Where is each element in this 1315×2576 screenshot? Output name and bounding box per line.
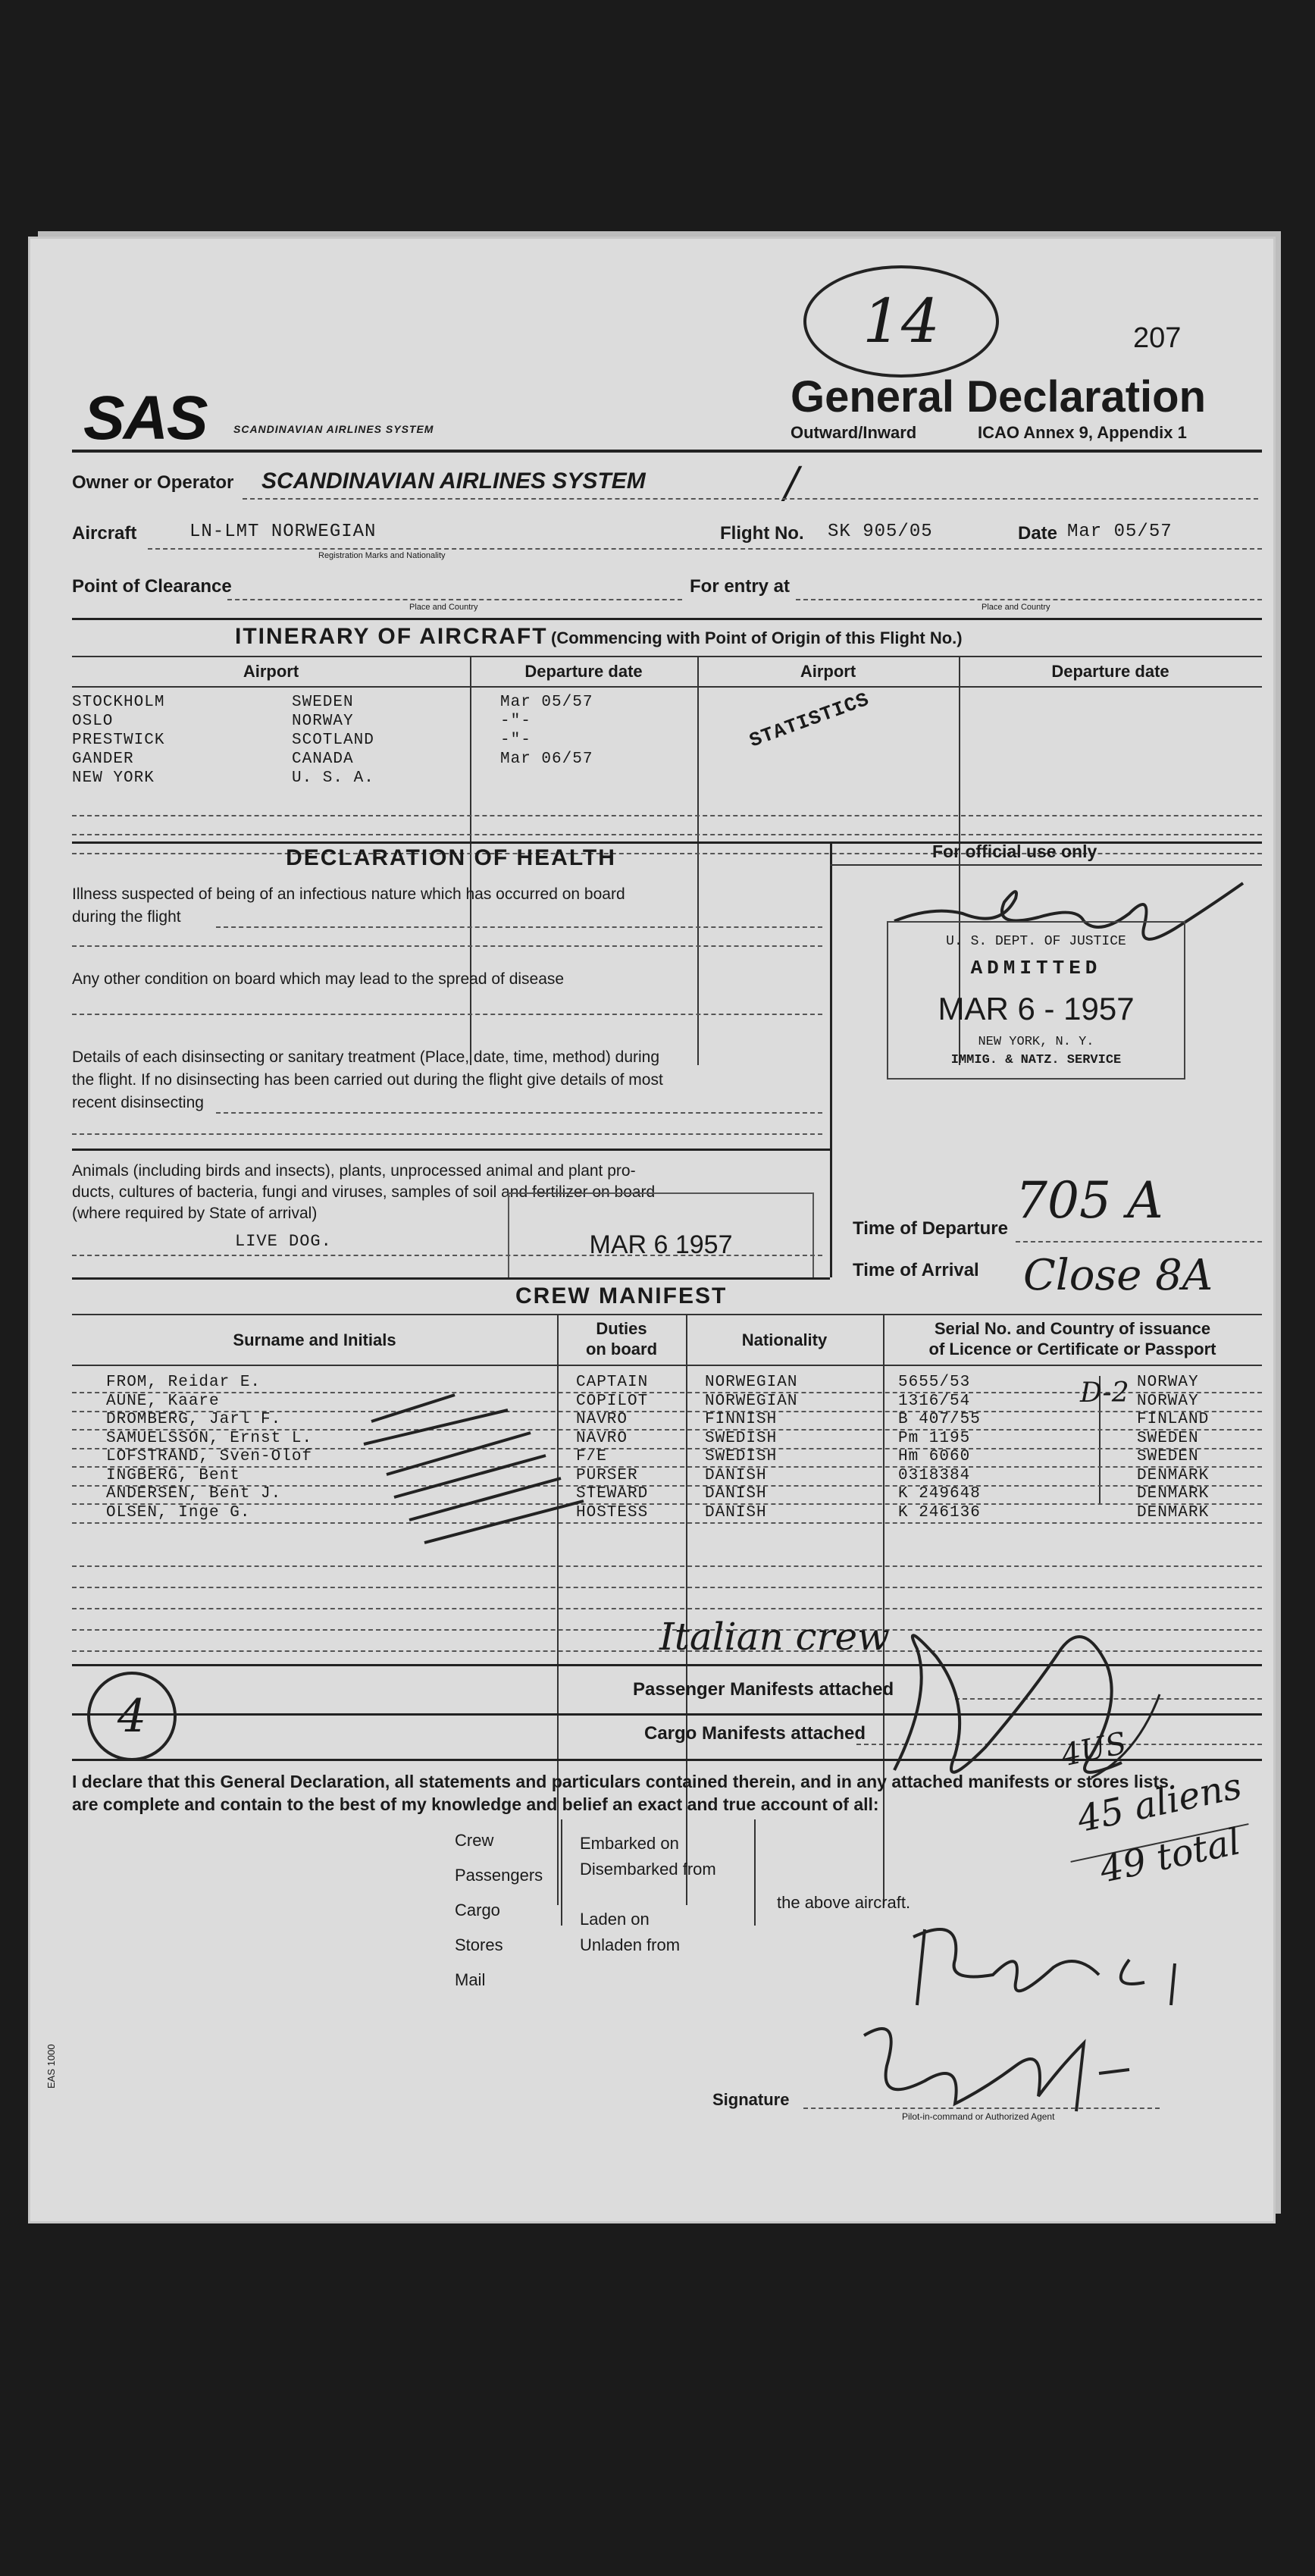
crew-duty: STEWARD (576, 1485, 649, 1503)
item-laden: Laden on (580, 1910, 650, 1929)
owner-value: SCANDINAVIAN AIRLINES SYSTEM (261, 469, 646, 494)
icao-reference: ICAO Annex 9, Appendix 1 (978, 423, 1187, 442)
health-line-3 (72, 1014, 822, 1015)
crew-name: INGBERG, Bent (106, 1466, 240, 1484)
declaration-mid-b (580, 1907, 680, 1958)
crew-country: DENMARK (1137, 1503, 1210, 1521)
form-subtitle: Outward/Inward (791, 423, 917, 442)
manifest-signature-scribble (864, 1603, 1182, 1800)
sas-logo: SAS (83, 384, 207, 453)
tally-aliens: 45 aliens (1073, 1764, 1246, 1841)
item-embarked: Embarked on (580, 1834, 679, 1853)
crew-name: FROM, Reidar E. (106, 1374, 261, 1391)
crew-col-duties-2: on board (585, 1340, 658, 1359)
crew-nat: SWEDISH (705, 1448, 778, 1465)
animals-line-a: Animals (including birds and insects), plants, unprocessed animal and plant pro- (72, 1162, 636, 1180)
item-cargo: Cargo (455, 1901, 500, 1919)
animals-line-c: (where required by State of arrival) (72, 1205, 318, 1222)
aircraft-value: LN-LMT NORWEGIAN (189, 522, 377, 542)
crew-row-line (72, 1466, 1262, 1468)
crew-nat: NORWEGIAN (705, 1392, 798, 1410)
stamp-dept: U. S. DEPT. OF JUSTICE (946, 934, 1126, 949)
itinerary-country: SCOTLAND (292, 732, 374, 749)
crew-col-nationality: Nationality (741, 1330, 828, 1349)
itinerary-rule-2 (72, 686, 1262, 688)
sas-logo-tagline: SCANDINAVIAN AIRLINES SYSTEM (233, 423, 434, 435)
times-divider (830, 1149, 832, 1277)
health-line-1 (216, 926, 822, 928)
clearance-line (227, 599, 682, 600)
stamp-city: NEW YORK, N. Y. (978, 1035, 1094, 1049)
crew-name: ANDERSEN, Bent J. (106, 1485, 282, 1503)
declaration-bracket-1 (561, 1819, 562, 1926)
crew-tick-marks (356, 1376, 614, 1558)
item-crew: Crew (455, 1831, 494, 1850)
crew-duty: PURSER (576, 1466, 638, 1484)
date-label: Date (1018, 523, 1058, 544)
item-disembarked: Disembarked from (580, 1860, 716, 1879)
itinerary-date: -"- (500, 732, 531, 749)
clearance-label: Point of Clearance (72, 576, 232, 597)
crew-nat: DANISH (705, 1466, 767, 1484)
crew-country: DENMARK (1137, 1485, 1210, 1503)
crew-name: AUNE, Kaare (106, 1392, 220, 1410)
crew-duty: HOSTESS (576, 1503, 649, 1521)
official-use-title: For official use only (932, 841, 1097, 861)
itinerary-heading (235, 624, 963, 650)
crew-serial: K 246136 (898, 1503, 981, 1521)
itinerary-city: STOCKHOLM (72, 694, 165, 711)
itinerary-country: NORWAY (292, 713, 354, 730)
crew-col-serial-1: Serial No. and Country of issuance (934, 1319, 1211, 1338)
itinerary-col-airport: Airport (243, 662, 299, 681)
crew-rule-1 (72, 1314, 1262, 1315)
received-stamp-date: MAR 6 1957 (589, 1230, 733, 1259)
itinerary-col-airport-2: Airport (800, 662, 856, 681)
itinerary-date: Mar 06/57 (500, 751, 593, 768)
departure-time-label: Time of Departure (853, 1218, 1008, 1239)
date-value: Mar 05/57 (1067, 522, 1173, 542)
side-form-code: EAS 1000 (45, 2044, 57, 2089)
crew-nat: DANISH (705, 1503, 767, 1521)
crew-serial: Pm 1195 (898, 1429, 971, 1447)
flight-value: SK 905/05 (828, 522, 933, 542)
crew-duty: F/E (576, 1448, 607, 1465)
stamp-admitted: ADMITTED (970, 957, 1102, 979)
crew-serial: B 407/55 (898, 1411, 981, 1428)
departure-time-value: 705 A (1016, 1171, 1163, 1230)
crew-title: CREW MANIFEST (515, 1283, 728, 1308)
entry-line (796, 599, 1262, 600)
itinerary-city: OSLO (72, 713, 114, 730)
aircraft-label: Aircraft (72, 523, 137, 544)
itinerary-country: U. S. A. (292, 769, 374, 787)
crew-serial: Hm 6060 (898, 1448, 971, 1465)
crew-nat: DANISH (705, 1485, 767, 1503)
itinerary-country: SWEDEN (292, 694, 354, 711)
itinerary-note: (Commencing with Point of Origin of this Flight No.) (551, 628, 963, 647)
entry-label: For entry at (690, 576, 791, 597)
health-q1b: during the flight (72, 908, 181, 926)
declaration-bracket-2 (754, 1819, 756, 1926)
arrival-time-value: Close 8A (1023, 1251, 1213, 1300)
crew-col-name: Surname and Initials (233, 1330, 396, 1349)
health-q3c: recent disinsecting (72, 1094, 204, 1111)
crew-country: NORWAY (1137, 1392, 1199, 1410)
animals-line-b: ducts, cultures of bacteria, fungi and viruses, samples of soil and fertilizer on board (72, 1183, 656, 1201)
crew-col-duties-1: Duties (596, 1319, 647, 1338)
itinerary-title: ITINERARY OF AIRCRAFT (235, 624, 548, 649)
signature-line (803, 2107, 1160, 2109)
health-line-4 (216, 1112, 822, 1114)
crew-country: DENMARK (1137, 1466, 1210, 1484)
signature-caption: Pilot-in-command or Authorized Agent (902, 2111, 1055, 2122)
item-unladen: Unladen from (580, 1935, 681, 1954)
crew-top-rule (72, 1277, 830, 1280)
itinerary-city: GANDER (72, 751, 134, 768)
crew-country: SWEDEN (1137, 1429, 1199, 1447)
arrival-time-label: Time of Arrival (853, 1260, 979, 1280)
circled-page-number: 14 (803, 265, 999, 378)
crew-name: SAMUELSSON, Ernst L. (106, 1429, 313, 1447)
italian-crew-note: Italian crew (659, 1615, 890, 1659)
crew-country: FINLAND (1137, 1411, 1210, 1428)
crew-row-line (72, 1503, 1262, 1505)
itinerary-city: NEW YORK (72, 769, 155, 787)
passenger-manifest-label: Passenger Manifests attached (633, 1679, 894, 1700)
itinerary-row-line-a (72, 815, 1262, 816)
owner-mark: / (784, 459, 799, 508)
animals-value: LIVE DOG. (235, 1232, 332, 1251)
stamp-service: IMMIG. & NATZ. SERVICE (950, 1053, 1122, 1067)
form-title: General Declaration (791, 372, 1206, 421)
health-q3b: the flight. If no disinsecting has been carried out during the flight give details of most (72, 1071, 663, 1089)
crew-serial: K 249648 (898, 1485, 981, 1503)
itinerary-date: -"- (500, 713, 531, 730)
crew-serial: 1316/54 (898, 1392, 971, 1410)
crew-serial: 0318384 (898, 1466, 971, 1484)
document-number: 207 (1133, 322, 1182, 354)
owner-label: Owner or Operator (72, 472, 234, 493)
health-line-5 (72, 1133, 822, 1135)
official-use-rule (830, 864, 1262, 866)
crew-country: SWEDEN (1137, 1448, 1199, 1465)
crew-rule-2 (72, 1365, 1262, 1366)
aircraft-line (148, 548, 1262, 550)
circled-four: 4 (87, 1672, 177, 1761)
animals-line (72, 1255, 822, 1256)
itinerary-date: Mar 05/57 (500, 694, 593, 711)
health-q2: Any other condition on board which may lead to the spread of disease (72, 970, 565, 988)
crew-nat: FINNISH (705, 1411, 778, 1428)
departure-line (1016, 1241, 1262, 1243)
declaration-line-1: I declare that this General Declaration, all statements and particulars contained therein, and in any attached manifests or stores lists (72, 1772, 1169, 1791)
crew-col-serial-2: of Licence or Certificate or Passport (928, 1340, 1216, 1359)
stamp-date: MAR 6 - 1957 (938, 991, 1135, 1026)
item-passengers: Passengers (455, 1866, 543, 1885)
itinerary-top-rule (72, 618, 1262, 620)
declaration-tail: the above aircraft. (777, 1893, 911, 1912)
item-stores: Stores (455, 1935, 503, 1954)
crew-duty: NAVRO (576, 1411, 628, 1428)
itinerary-col-departure-2: Departure date (1051, 662, 1169, 681)
header-rule (72, 450, 1262, 453)
clearance-caption: Place and Country (409, 603, 478, 612)
crew-name: DROMBERG, Jarl F. (106, 1411, 282, 1428)
owner-line (243, 498, 1258, 500)
statistics-stamp: STATISTICS (746, 688, 873, 753)
itinerary-col-departure: Departure date (524, 662, 643, 681)
received-stamp (508, 1192, 814, 1279)
signature-label: Signature (712, 2090, 790, 2109)
tally-us: 4US (1058, 1725, 1130, 1774)
crew-duty: COPILOT (576, 1392, 649, 1410)
flight-label: Flight No. (720, 523, 804, 544)
itinerary-country: CANADA (292, 751, 354, 768)
crew-duty: NAVRO (576, 1429, 628, 1447)
crew-duty: CAPTAIN (576, 1374, 649, 1391)
itinerary-row-line-b (72, 834, 1262, 835)
crew-row-line (72, 1522, 1262, 1524)
d2-mark: D-2 (1080, 1377, 1129, 1409)
health-line-2 (72, 945, 822, 947)
crew-serial: 5655/53 (898, 1374, 971, 1391)
crew-nat: SWEDISH (705, 1429, 778, 1447)
crew-divider-2 (686, 1314, 687, 1905)
health-q3a: Details of each disinsecting or sanitary treatment (Place, date, time, method) during (72, 1048, 660, 1066)
crew-country: NORWAY (1137, 1374, 1199, 1391)
declaration-line-2: are complete and contain to the best of my knowledge and belief an exact and true account of all: (72, 1794, 879, 1814)
entry-caption: Place and Country (982, 603, 1050, 612)
itinerary-city: PRESTWICK (72, 732, 165, 749)
declaration-mid-a (580, 1831, 716, 1882)
crew-row-line-b (72, 1587, 1262, 1588)
crew-row-line-a (72, 1565, 1262, 1567)
cargo-manifest-label: Cargo Manifests attached (644, 1723, 866, 1744)
tally-total: 49 total (1096, 1820, 1245, 1891)
health-title: DECLARATION OF HEALTH (286, 845, 616, 870)
crew-name: LOFSTRAND, Sven-Olof (106, 1448, 313, 1465)
crew-name: OLSEN, Inge G. (106, 1503, 251, 1521)
item-mail: Mail (455, 1970, 486, 1989)
declaration-form (30, 239, 1273, 2221)
aircraft-caption: Registration Marks and Nationality (318, 551, 446, 560)
declaration-items-left (455, 1823, 543, 1998)
crew-nat: NORWEGIAN (705, 1374, 798, 1391)
itinerary-rule-1 (72, 656, 1262, 657)
health-q1a: Illness suspected of being of an infectious nature which has occurred on board (72, 885, 625, 903)
immigration-stamp (887, 921, 1185, 1080)
